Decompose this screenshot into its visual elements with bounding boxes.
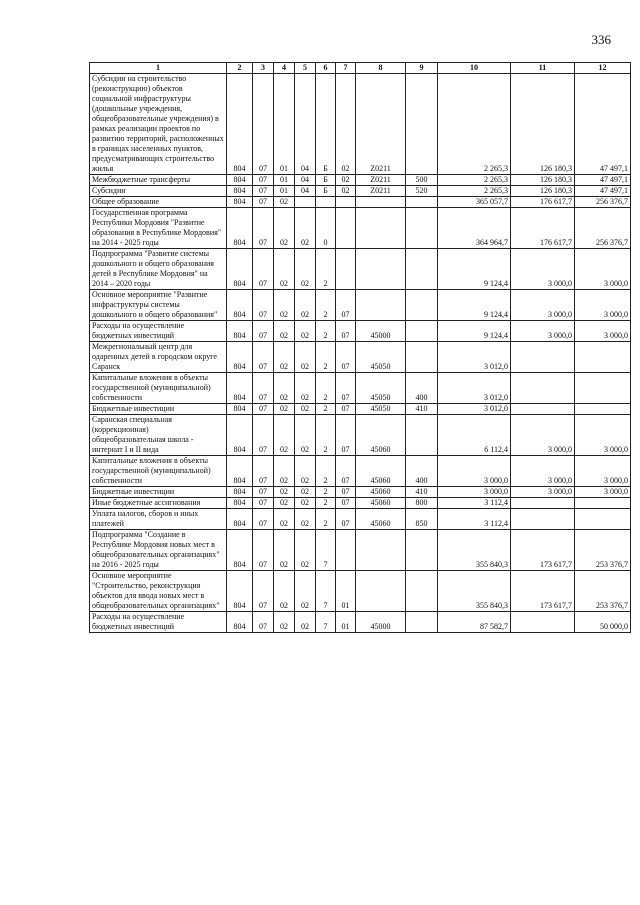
table-row — [90, 487, 631, 498]
subsection-code: 02 — [274, 530, 295, 571]
expense-type-code — [406, 74, 438, 175]
target-code — [356, 197, 406, 208]
budget-table — [89, 62, 631, 633]
program-code: 02 — [295, 487, 316, 498]
rzpr-code: 804 — [227, 612, 253, 633]
section-code: 07 — [253, 197, 274, 208]
subsection-code: 02 — [274, 197, 295, 208]
rzpr-code: 804 — [227, 487, 253, 498]
subprogram-code: 2 — [316, 321, 336, 342]
subsection-code: 02 — [274, 487, 295, 498]
subsection-code: 02 — [274, 509, 295, 530]
section-code: 07 — [253, 342, 274, 373]
header-cell: 1 — [90, 63, 227, 74]
program-code: 04 — [295, 74, 316, 175]
table-row — [90, 415, 631, 456]
amount-col-10: 3 112,4 — [438, 498, 511, 509]
section-code: 07 — [253, 612, 274, 633]
event-code: 07 — [336, 415, 356, 456]
target-code — [356, 571, 406, 612]
amount-col-10: 3 012,0 — [438, 342, 511, 373]
table-row — [90, 197, 631, 208]
amount-col-10: 3 000,0 — [438, 456, 511, 487]
event-code: 07 — [336, 487, 356, 498]
amount-col-12: 3 000,0 — [575, 487, 631, 498]
subsection-code: 02 — [274, 373, 295, 404]
event-code — [336, 530, 356, 571]
amount-col-10: 9 124,4 — [438, 321, 511, 342]
target-code: 45060 — [356, 415, 406, 456]
subprogram-code: 2 — [316, 249, 336, 290]
section-code: 07 — [253, 509, 274, 530]
event-code — [336, 249, 356, 290]
subprogram-code: 2 — [316, 509, 336, 530]
target-code — [356, 530, 406, 571]
program-code: 02 — [295, 290, 316, 321]
amount-col-12: 256 376,7 — [575, 197, 631, 208]
amount-col-10: 364 964,7 — [438, 208, 511, 249]
section-code: 07 — [253, 290, 274, 321]
row-name: Общее образование — [90, 197, 227, 208]
section-code: 07 — [253, 530, 274, 571]
table-row — [90, 342, 631, 373]
amount-col-12: 253 376,7 — [575, 530, 631, 571]
table-row — [90, 456, 631, 487]
subsection-code: 02 — [274, 404, 295, 415]
amount-col-12: 47 497,1 — [575, 175, 631, 186]
amount-col-12 — [575, 342, 631, 373]
amount-col-12 — [575, 498, 631, 509]
expense-type-code — [406, 321, 438, 342]
target-code: Z0211 — [356, 74, 406, 175]
amount-col-11: 126 180,3 — [511, 175, 575, 186]
target-code: 45050 — [356, 342, 406, 373]
program-code: 02 — [295, 342, 316, 373]
rzpr-code: 804 — [227, 373, 253, 404]
row-name: Основное мероприятие "Развитие инфраструктуры системы дошкольного и общего образования" — [90, 290, 227, 321]
target-code: 45060 — [356, 456, 406, 487]
header-cell: 4 — [274, 63, 295, 74]
program-code: 02 — [295, 249, 316, 290]
table-row — [90, 175, 631, 186]
rzpr-code: 804 — [227, 571, 253, 612]
amount-col-10: 365 057,7 — [438, 197, 511, 208]
section-code: 07 — [253, 571, 274, 612]
rzpr-code: 804 — [227, 290, 253, 321]
event-code: 07 — [336, 342, 356, 373]
program-code: 02 — [295, 509, 316, 530]
subprogram-code: 2 — [316, 498, 336, 509]
row-name: Капитальные вложения в объекты государственной (муниципальной) собственности — [90, 373, 227, 404]
expense-type-code — [406, 197, 438, 208]
subsection-code: 01 — [274, 74, 295, 175]
amount-col-12: 3 000,0 — [575, 290, 631, 321]
subsection-code: 02 — [274, 208, 295, 249]
event-code — [336, 197, 356, 208]
header-cell: 12 — [575, 63, 631, 74]
event-code: 07 — [336, 373, 356, 404]
expense-type-code: 400 — [406, 456, 438, 487]
subsection-code: 02 — [274, 612, 295, 633]
target-code — [356, 249, 406, 290]
amount-col-10: 3 112,4 — [438, 509, 511, 530]
subprogram-code — [316, 197, 336, 208]
amount-col-10: 355 840,3 — [438, 571, 511, 612]
subsection-code: 02 — [274, 249, 295, 290]
row-name: Расходы на осуществление бюджетных инвестиций — [90, 612, 227, 633]
section-code: 07 — [253, 498, 274, 509]
expense-type-code: 400 — [406, 373, 438, 404]
program-code: 02 — [295, 612, 316, 633]
event-code: 01 — [336, 612, 356, 633]
subsection-code: 02 — [274, 571, 295, 612]
amount-col-11: 3 000,0 — [511, 249, 575, 290]
amount-col-12: 253 376,7 — [575, 571, 631, 612]
header-cell: 6 — [316, 63, 336, 74]
expense-type-code — [406, 249, 438, 290]
subprogram-code: 7 — [316, 530, 336, 571]
rzpr-code: 804 — [227, 321, 253, 342]
table-row — [90, 74, 631, 175]
subprogram-code: 2 — [316, 415, 336, 456]
section-code: 07 — [253, 404, 274, 415]
table-row — [90, 321, 631, 342]
amount-col-10: 3 012,0 — [438, 404, 511, 415]
expense-type-code — [406, 530, 438, 571]
event-code: 07 — [336, 321, 356, 342]
amount-col-11 — [511, 498, 575, 509]
rzpr-code: 804 — [227, 208, 253, 249]
rzpr-code: 804 — [227, 404, 253, 415]
event-code: 07 — [336, 404, 356, 415]
amount-col-10: 2 265,3 — [438, 175, 511, 186]
subsection-code: 02 — [274, 342, 295, 373]
row-name: Подпрограмма "Создание в Республике Мордовия новых мест в общеобразовательных организациях" на 2016 - 2025 годы — [90, 530, 227, 571]
expense-type-code — [406, 612, 438, 633]
rzpr-code: 804 — [227, 186, 253, 197]
table-row — [90, 208, 631, 249]
header-row — [90, 63, 631, 74]
amount-col-10: 87 582,7 — [438, 612, 511, 633]
row-name: Бюджетные инвестиции — [90, 404, 227, 415]
header-cell: 5 — [295, 63, 316, 74]
section-code: 07 — [253, 249, 274, 290]
event-code: 07 — [336, 290, 356, 321]
rzpr-code: 804 — [227, 498, 253, 509]
amount-col-12 — [575, 404, 631, 415]
header-cell: 8 — [356, 63, 406, 74]
row-name: Субсидии на строительство (реконструкцию) объектов социальной инфраструктуры (дошкольные учреждения, общеобразовательные учреждения) в рамках реализации проектов по развитию территорий, расположенных в границах населенных пунктов, предусматривающих строительство жилья — [90, 74, 227, 175]
rzpr-code: 804 — [227, 74, 253, 175]
subprogram-code: 7 — [316, 571, 336, 612]
rzpr-code: 804 — [227, 415, 253, 456]
event-code: 07 — [336, 456, 356, 487]
expense-type-code: 500 — [406, 175, 438, 186]
amount-col-12: 256 376,7 — [575, 208, 631, 249]
amount-col-10: 2 265,3 — [438, 74, 511, 175]
program-code: 02 — [295, 208, 316, 249]
amount-col-11 — [511, 612, 575, 633]
table-row — [90, 290, 631, 321]
subsection-code: 02 — [274, 290, 295, 321]
expense-type-code: 850 — [406, 509, 438, 530]
subprogram-code: 2 — [316, 342, 336, 373]
amount-col-11: 3 000,0 — [511, 415, 575, 456]
row-name: Межбюджетные трансферты — [90, 175, 227, 186]
program-code: 02 — [295, 373, 316, 404]
table-row — [90, 186, 631, 197]
target-code — [356, 208, 406, 249]
amount-col-11 — [511, 404, 575, 415]
amount-col-11: 126 180,3 — [511, 74, 575, 175]
amount-col-10: 9 124,4 — [438, 249, 511, 290]
table-row — [90, 373, 631, 404]
subsection-code: 02 — [274, 321, 295, 342]
event-code: 07 — [336, 498, 356, 509]
header-cell: 10 — [438, 63, 511, 74]
expense-type-code — [406, 342, 438, 373]
page-number: 336 — [591, 32, 611, 47]
expense-type-code — [406, 415, 438, 456]
subprogram-code: Б — [316, 74, 336, 175]
subprogram-code: 0 — [316, 208, 336, 249]
header-cell: 2 — [227, 63, 253, 74]
header-cell: 3 — [253, 63, 274, 74]
rzpr-code: 804 — [227, 197, 253, 208]
amount-col-12: 3 000,0 — [575, 321, 631, 342]
subprogram-code: Б — [316, 186, 336, 197]
amount-col-11: 126 180,3 — [511, 186, 575, 197]
target-code: 45000 — [356, 612, 406, 633]
subsection-code: 02 — [274, 498, 295, 509]
table-row — [90, 612, 631, 633]
amount-col-12: 3 000,0 — [575, 249, 631, 290]
section-code: 07 — [253, 175, 274, 186]
row-name: Государственная программа Республики Мордовия "Развитие образования в Республике Мордовия" на 2014 - 2025 годы — [90, 208, 227, 249]
section-code: 07 — [253, 321, 274, 342]
amount-col-11: 176 617,7 — [511, 208, 575, 249]
amount-col-10: 3 000,0 — [438, 487, 511, 498]
target-code: 45060 — [356, 487, 406, 498]
amount-col-12: 50 000,0 — [575, 612, 631, 633]
header-cell: 7 — [336, 63, 356, 74]
program-code: 02 — [295, 456, 316, 487]
expense-type-code: 410 — [406, 404, 438, 415]
row-name: Капитальные вложения в объекты государственной (муниципальной) собственности — [90, 456, 227, 487]
subsection-code: 02 — [274, 415, 295, 456]
target-code: Z0211 — [356, 175, 406, 186]
program-code — [295, 197, 316, 208]
table-row — [90, 498, 631, 509]
expense-type-code: 520 — [406, 186, 438, 197]
expense-type-code: 410 — [406, 487, 438, 498]
rzpr-code: 804 — [227, 456, 253, 487]
table-row — [90, 530, 631, 571]
expense-type-code: 800 — [406, 498, 438, 509]
target-code: 45060 — [356, 509, 406, 530]
section-code: 07 — [253, 487, 274, 498]
section-code: 07 — [253, 415, 274, 456]
expense-type-code — [406, 571, 438, 612]
target-code: Z0211 — [356, 186, 406, 197]
amount-col-11: 3 000,0 — [511, 321, 575, 342]
section-code: 07 — [253, 208, 274, 249]
target-code — [356, 290, 406, 321]
event-code: 02 — [336, 175, 356, 186]
event-code: 01 — [336, 571, 356, 612]
amount-col-11: 173 617,7 — [511, 571, 575, 612]
row-name: Расходы на осуществление бюджетных инвестиций — [90, 321, 227, 342]
event-code: 02 — [336, 186, 356, 197]
subprogram-code: Б — [316, 175, 336, 186]
rzpr-code: 804 — [227, 175, 253, 186]
section-code: 07 — [253, 373, 274, 404]
amount-col-10: 2 265,3 — [438, 186, 511, 197]
amount-col-11: 3 000,0 — [511, 487, 575, 498]
target-code: 45050 — [356, 373, 406, 404]
section-code: 07 — [253, 74, 274, 175]
subsection-code: 02 — [274, 456, 295, 487]
row-name: Саранская специальная (коррекционная) общеобразовательная школа - интернат I и II вида — [90, 415, 227, 456]
program-code: 02 — [295, 404, 316, 415]
subprogram-code: 2 — [316, 373, 336, 404]
table-row — [90, 249, 631, 290]
row-name: Уплата налогов, сборов и иных платежей — [90, 509, 227, 530]
expense-type-code — [406, 290, 438, 321]
subprogram-code: 7 — [316, 612, 336, 633]
amount-col-11 — [511, 509, 575, 530]
subprogram-code: 2 — [316, 404, 336, 415]
amount-col-12 — [575, 373, 631, 404]
amount-col-11: 3 000,0 — [511, 456, 575, 487]
rzpr-code: 804 — [227, 530, 253, 571]
program-code: 02 — [295, 415, 316, 456]
amount-col-12: 47 497,1 — [575, 74, 631, 175]
amount-col-10: 6 112,4 — [438, 415, 511, 456]
rzpr-code: 804 — [227, 509, 253, 530]
amount-col-10: 3 012,0 — [438, 373, 511, 404]
amount-col-11: 3 000,0 — [511, 290, 575, 321]
row-name: Иные бюджетные ассигнования — [90, 498, 227, 509]
rzpr-code: 804 — [227, 342, 253, 373]
amount-col-12 — [575, 509, 631, 530]
event-code: 07 — [336, 509, 356, 530]
program-code: 04 — [295, 186, 316, 197]
event-code — [336, 208, 356, 249]
expense-type-code — [406, 208, 438, 249]
row-name: Бюджетные инвестиции — [90, 487, 227, 498]
header-cell: 11 — [511, 63, 575, 74]
amount-col-10: 9 124,4 — [438, 290, 511, 321]
event-code: 02 — [336, 74, 356, 175]
header-cell: 9 — [406, 63, 438, 74]
program-code: 02 — [295, 571, 316, 612]
program-code: 02 — [295, 530, 316, 571]
target-code: 45050 — [356, 404, 406, 415]
subsection-code: 01 — [274, 175, 295, 186]
row-name: Подпрограмма "Развитие системы дошкольного и общего образования детей в Республике Мордовия" на 2014 – 2020 годы — [90, 249, 227, 290]
subsection-code: 01 — [274, 186, 295, 197]
program-code: 02 — [295, 321, 316, 342]
amount-col-12: 3 000,0 — [575, 415, 631, 456]
rzpr-code: 804 — [227, 249, 253, 290]
section-code: 07 — [253, 186, 274, 197]
amount-col-11 — [511, 342, 575, 373]
table-row — [90, 509, 631, 530]
row-name: Межрегиональный центр для одаренных детей в городском округе Саранск — [90, 342, 227, 373]
subprogram-code: 2 — [316, 290, 336, 321]
target-code: 45060 — [356, 498, 406, 509]
amount-col-11: 176 617,7 — [511, 197, 575, 208]
amount-col-11 — [511, 373, 575, 404]
amount-col-10: 355 840,3 — [438, 530, 511, 571]
table-body — [90, 63, 631, 633]
section-code: 07 — [253, 456, 274, 487]
program-code: 04 — [295, 175, 316, 186]
subprogram-code: 2 — [316, 487, 336, 498]
row-name: Основное мероприятие "Строительство, реконструкция объектов для ввода новых мест в общеобразовательных организациях" — [90, 571, 227, 612]
amount-col-12: 47 497,1 — [575, 186, 631, 197]
target-code: 45000 — [356, 321, 406, 342]
subprogram-code: 2 — [316, 456, 336, 487]
amount-col-11: 173 617,7 — [511, 530, 575, 571]
table-row — [90, 404, 631, 415]
program-code: 02 — [295, 498, 316, 509]
amount-col-12: 3 000,0 — [575, 456, 631, 487]
table-row — [90, 571, 631, 612]
row-name: Субсидии — [90, 186, 227, 197]
